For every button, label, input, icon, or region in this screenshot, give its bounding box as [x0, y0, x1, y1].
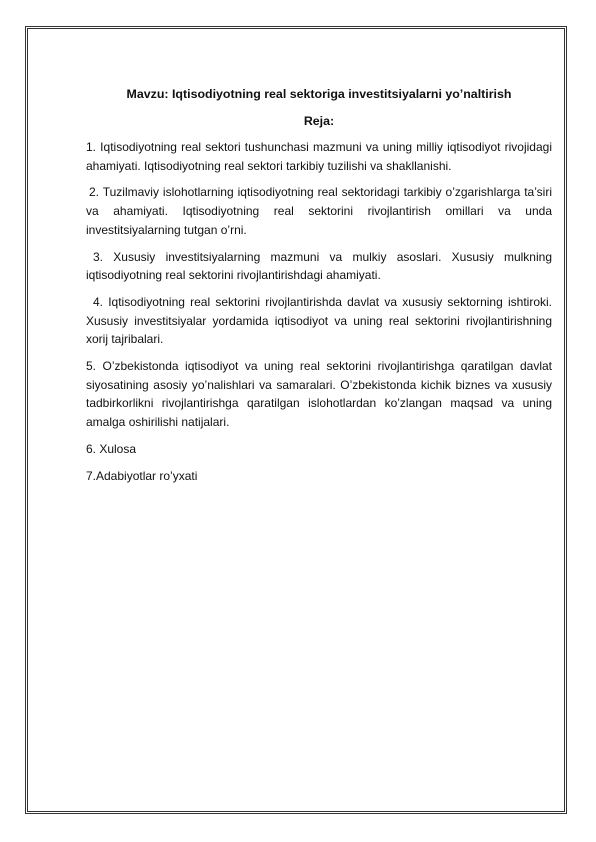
document-title: Mavzu: Iqtisodiyotning real sektoriga investitsiyalarni yo’naltirish [126, 87, 512, 101]
plan-item-2: 2. Tuzilmaviy islohotlarning iqtisodiyotning real sektoridagi tarkibiy o’zgarishlarga ta’siri va ahamiyati. Iqtisodiyotning real sektorini rivojlantirish omillari va unda investitsiyalarning tutgan o’rni. [86, 185, 552, 237]
plan-item-3: 3. Xususiy investitsiyalarning mazmuni va mulkiy asoslari. Xususiy mulkning iqtisodiyotning real sektorini rivojlantirishdagi ahamiyati. [86, 249, 552, 283]
plan-item-4: 4. Iqtisodiyotning real sektorini rivojlantirishda davlat va xususiy sektorning ishtiroki. Xususiy investitsiyalar yordamida iqtisodiyot va uning real sektorini rivojlantirishning xorij tajribalari. [86, 294, 552, 347]
plan-heading: Reja: [303, 114, 335, 128]
plan-item-6: 6. Xulosa [86, 441, 137, 456]
plan-item-7: 7.Adabiyotlar ro’yxati [86, 468, 198, 483]
plan-item-1: 1. Iqtisodiyotning real sektori tushunchasi mazmuni va uning milliy iqtisodiyot rivojidagi ahamiyati. Iqtisodiyotning real sektori tarkibiy tuzilishi va shakllanishi. [86, 140, 552, 173]
document-body [86, 85, 552, 485]
plan-item-5: 5. O’zbekistonda iqtisodiyot va uning real sektorini rivojlantirishga qaratilgan davlat siyosatining asosiy yo’nalishlari va samaralari. O’zbekistonda kichik biznes va xususiy tadbirkorlikni rivojlantirishga qaratilgan islohotlardan ko’zlangan maqsad va uning amalga oshirilishi natijalari. [86, 359, 552, 430]
